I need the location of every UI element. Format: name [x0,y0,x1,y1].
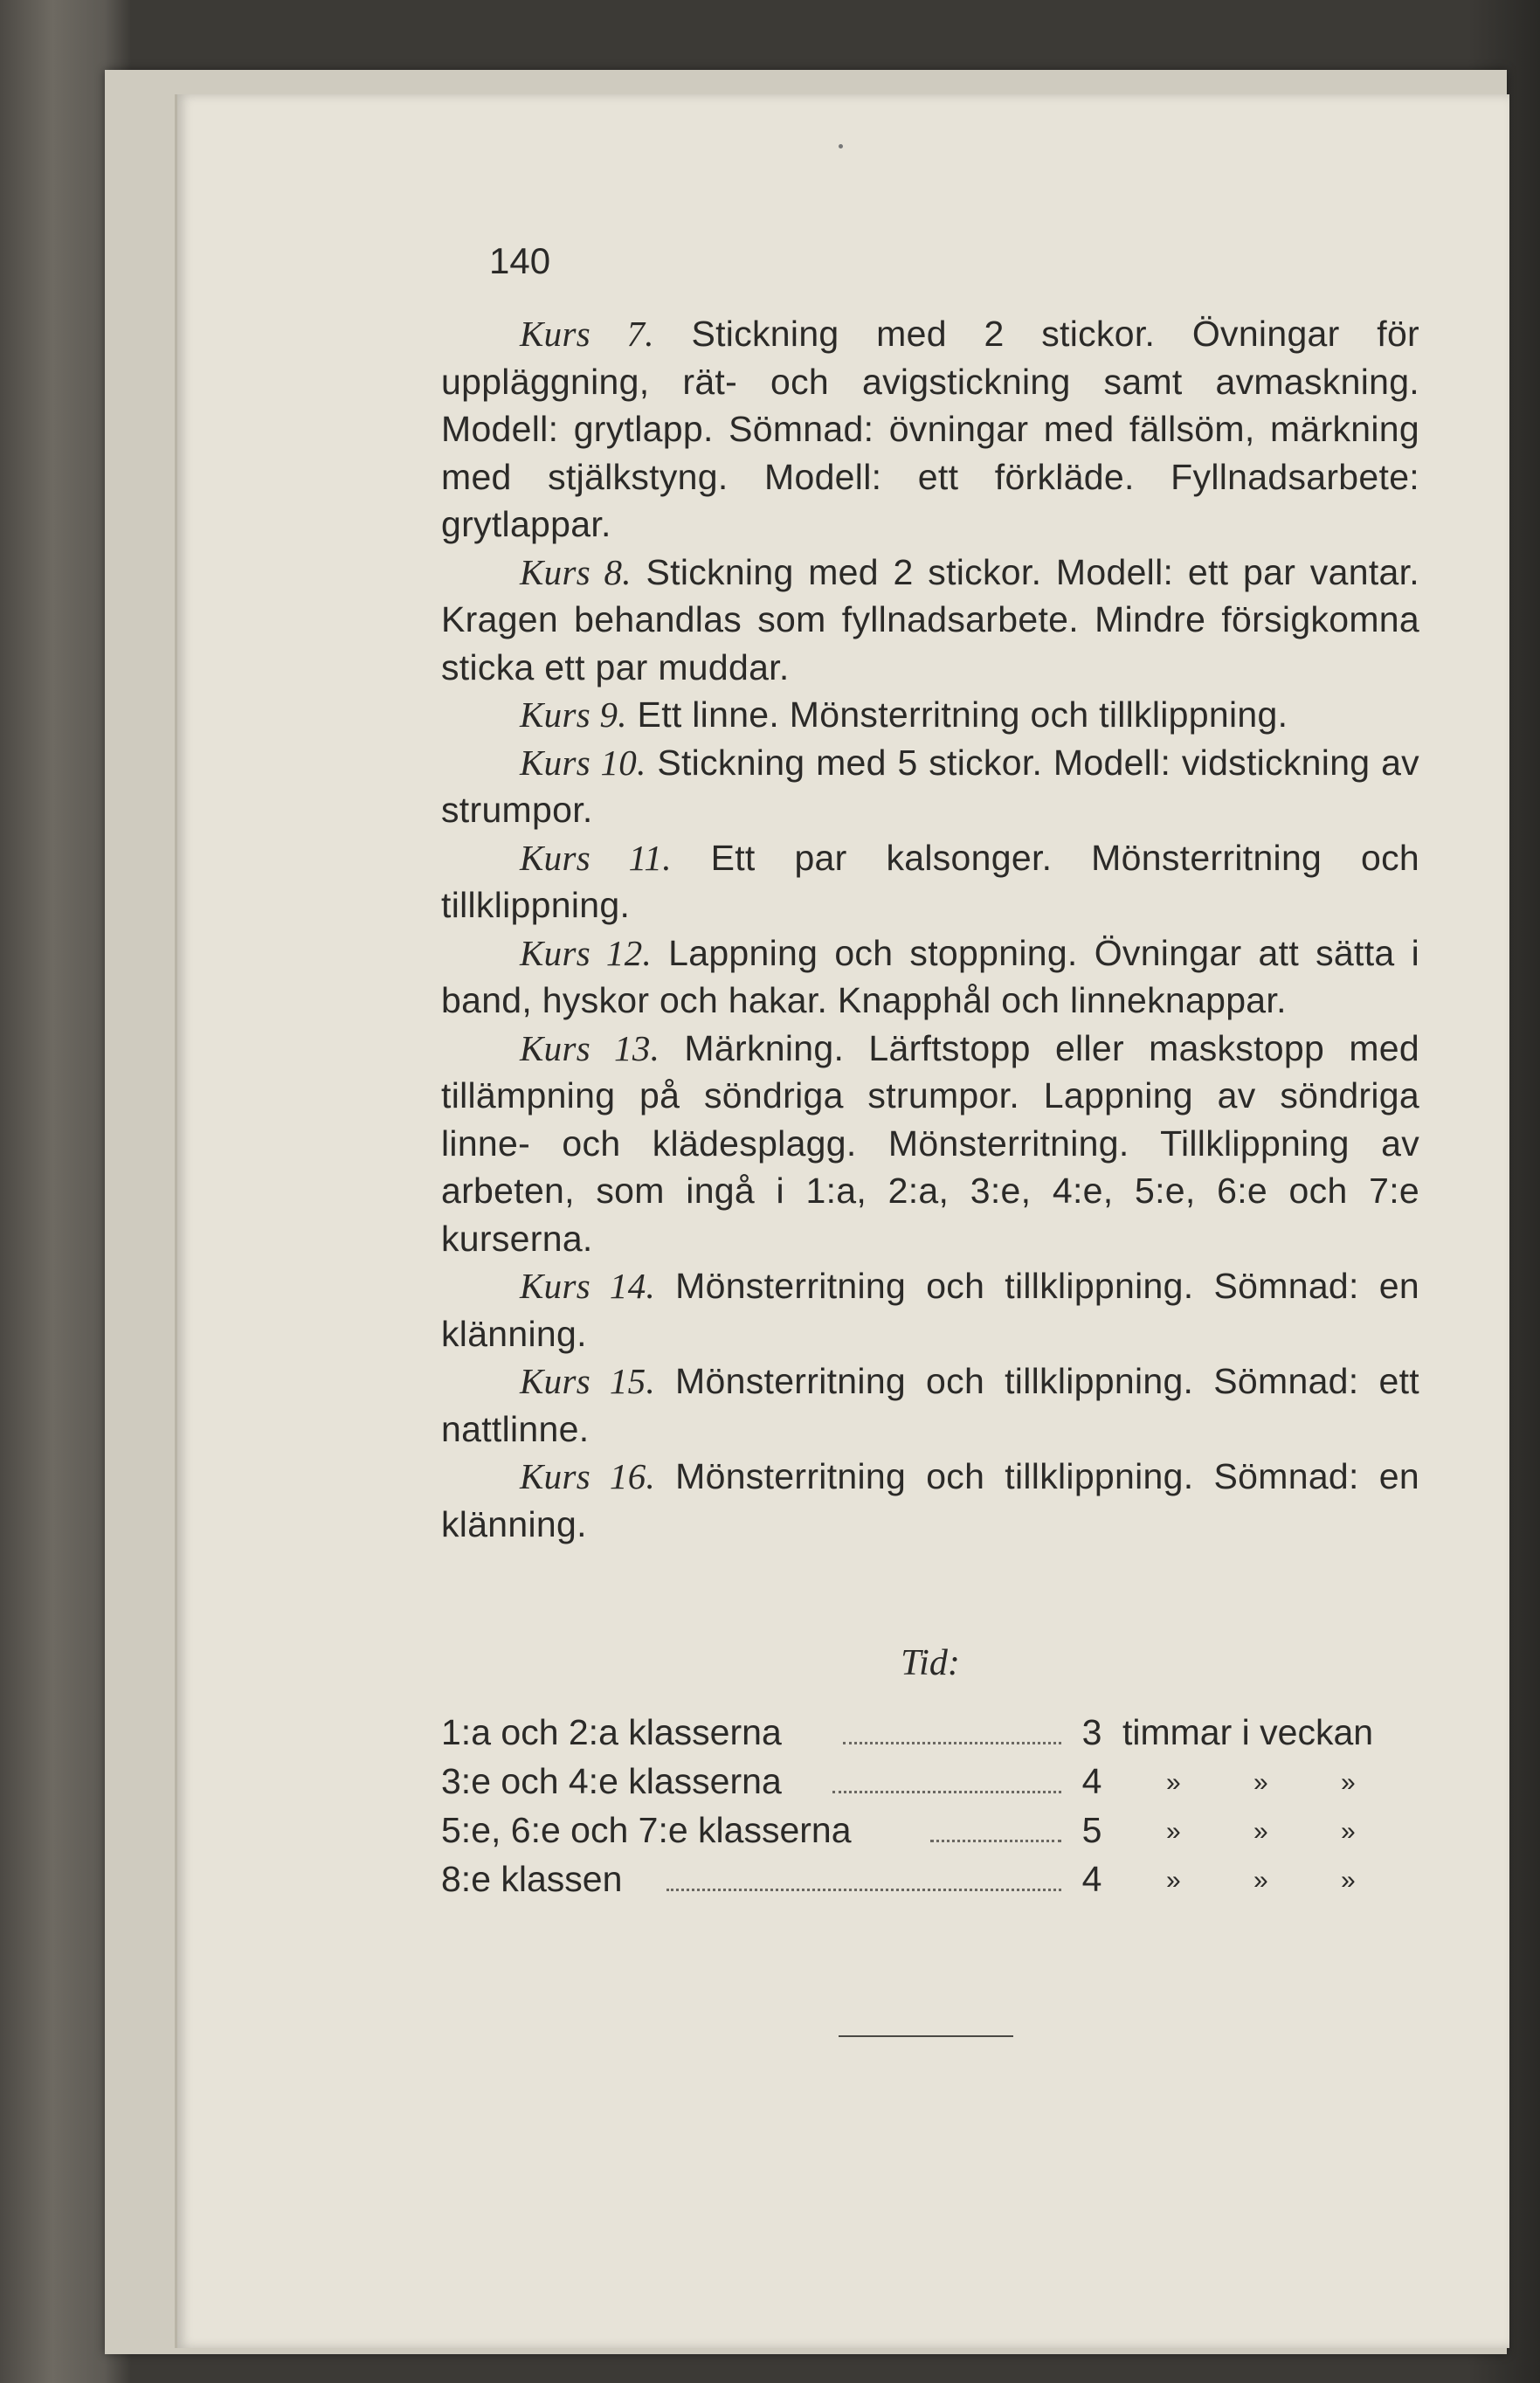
ditto-mark: » [1253,1817,1268,1846]
paragraph-text: Mönsterritning och tillklippning. Sömnad: en klänning. [441,1266,1419,1354]
paragraph-kurs-15 [441,1357,1419,1453]
paragraph-text: Ett par kalsonger. Mönsterritning och tillklippning. [441,837,1419,925]
dotted-leader [930,1840,1061,1842]
paragraph-text: Stickning med 5 stickor. Modell: vidstickning av strumpor. [441,742,1419,830]
schedule-row [441,1708,1419,1757]
paragraph-kurs-13 [441,1025,1419,1263]
ditto-mark: » [1166,1866,1181,1895]
paragraph-kurs-9 [441,691,1419,739]
kurs-label: Kurs 16. [520,1456,656,1496]
schedule-class-label: 5:e, 6:e och 7:e klasserna [441,1810,852,1850]
paragraph-kurs-12 [441,929,1419,1025]
schedule-row [441,1855,1419,1903]
ditto-mark: » [1341,1817,1356,1846]
paragraph-kurs-16 [441,1453,1419,1548]
paragraph-text: Ett linne. Mönsterritning och tillklippning. [626,694,1288,735]
schedule-hours: 5 [1081,1810,1102,1850]
kurs-label: Kurs 14. [520,1266,656,1306]
schedule-hours: 3 [1081,1712,1102,1752]
end-rule [839,2035,1013,2037]
kurs-label: Kurs 15. [520,1361,656,1401]
paragraph-kurs-8 [441,549,1419,692]
schedule-unit: timmar i veckan [1122,1712,1374,1752]
kurs-label: Kurs 11. [520,837,672,878]
kurs-label: Kurs 12. [520,932,653,973]
kurs-label: Kurs 13. [520,1027,660,1068]
ditto-mark: » [1341,1768,1356,1797]
schedule-row [441,1757,1419,1806]
ditto-mark: » [1253,1768,1268,1797]
paragraph-text: Mönsterritning och tillklippning. Sömnad: en klänning. [441,1456,1419,1544]
dotted-leader [832,1791,1061,1793]
ditto-mark: » [1253,1866,1268,1895]
paragraph-text: Lappning och stoppning. Övningar att sätta i band, hyskor och hakar. Knapphål och linneknappar. [441,932,1419,1020]
kurs-label: Kurs 8. [520,551,632,592]
paragraph-kurs-10 [441,739,1419,834]
schedule-row [441,1806,1419,1855]
schedule-class-label: 8:e klassen [441,1859,623,1899]
paragraph-kurs-14 [441,1262,1419,1357]
paragraph-kurs-11 [441,834,1419,929]
schedule-hours: 4 [1081,1761,1102,1801]
schedule-class-label: 1:a och 2:a klasserna [441,1712,782,1752]
schedule-hours: 4 [1081,1859,1102,1899]
paragraph-text: Stickning med 2 stickor. Modell: ett par vantar. Kragen behandlas som fyllnadsarbete. Mindre försigkomna sticka ett par muddar. [441,551,1419,687]
ditto-mark: » [1166,1817,1181,1846]
kurs-label: Kurs 9. [520,694,627,735]
schedule-class-label: 3:e och 4:e klasserna [441,1761,782,1801]
dotted-leader [666,1889,1061,1891]
ditto-mark: » [1341,1866,1356,1895]
paragraph-text: Mönsterritning och tillklippning. Sömnad: ett nattlinne. [441,1361,1419,1449]
ditto-mark: » [1166,1768,1181,1797]
paragraph-text: Märkning. Lärftstopp eller maskstopp med tillämpning på söndriga strumpor. Lappning av söndriga linne- och klädesplagg. Mönsterritning. Tillklippning av arbeten, som ingå i 1:a, 2:a, 3:e, 4:e, 5:e, 6:e och 7:e kurserna. [441,1027,1419,1259]
paragraph-text: Stickning med 2 stickor. Övningar för uppläggning, rät- och avigstickning samt avmaskning. Modell: grytlapp. Sömnad: övningar med fällsöm, märkning med stjälkstyng. Modell: ett förkläde. Fyllnadsarbete: grytlappar. [441,314,1419,544]
course-description-text [441,310,1419,1548]
page-number: 140 [489,240,551,281]
page-speck [839,144,843,149]
paragraph-kurs-7 [441,310,1419,549]
kurs-label: Kurs 7. [520,314,654,354]
schedule-heading: Tid: [901,1643,960,1683]
dotted-leader [843,1742,1061,1744]
kurs-label: Kurs 10. [520,742,646,783]
